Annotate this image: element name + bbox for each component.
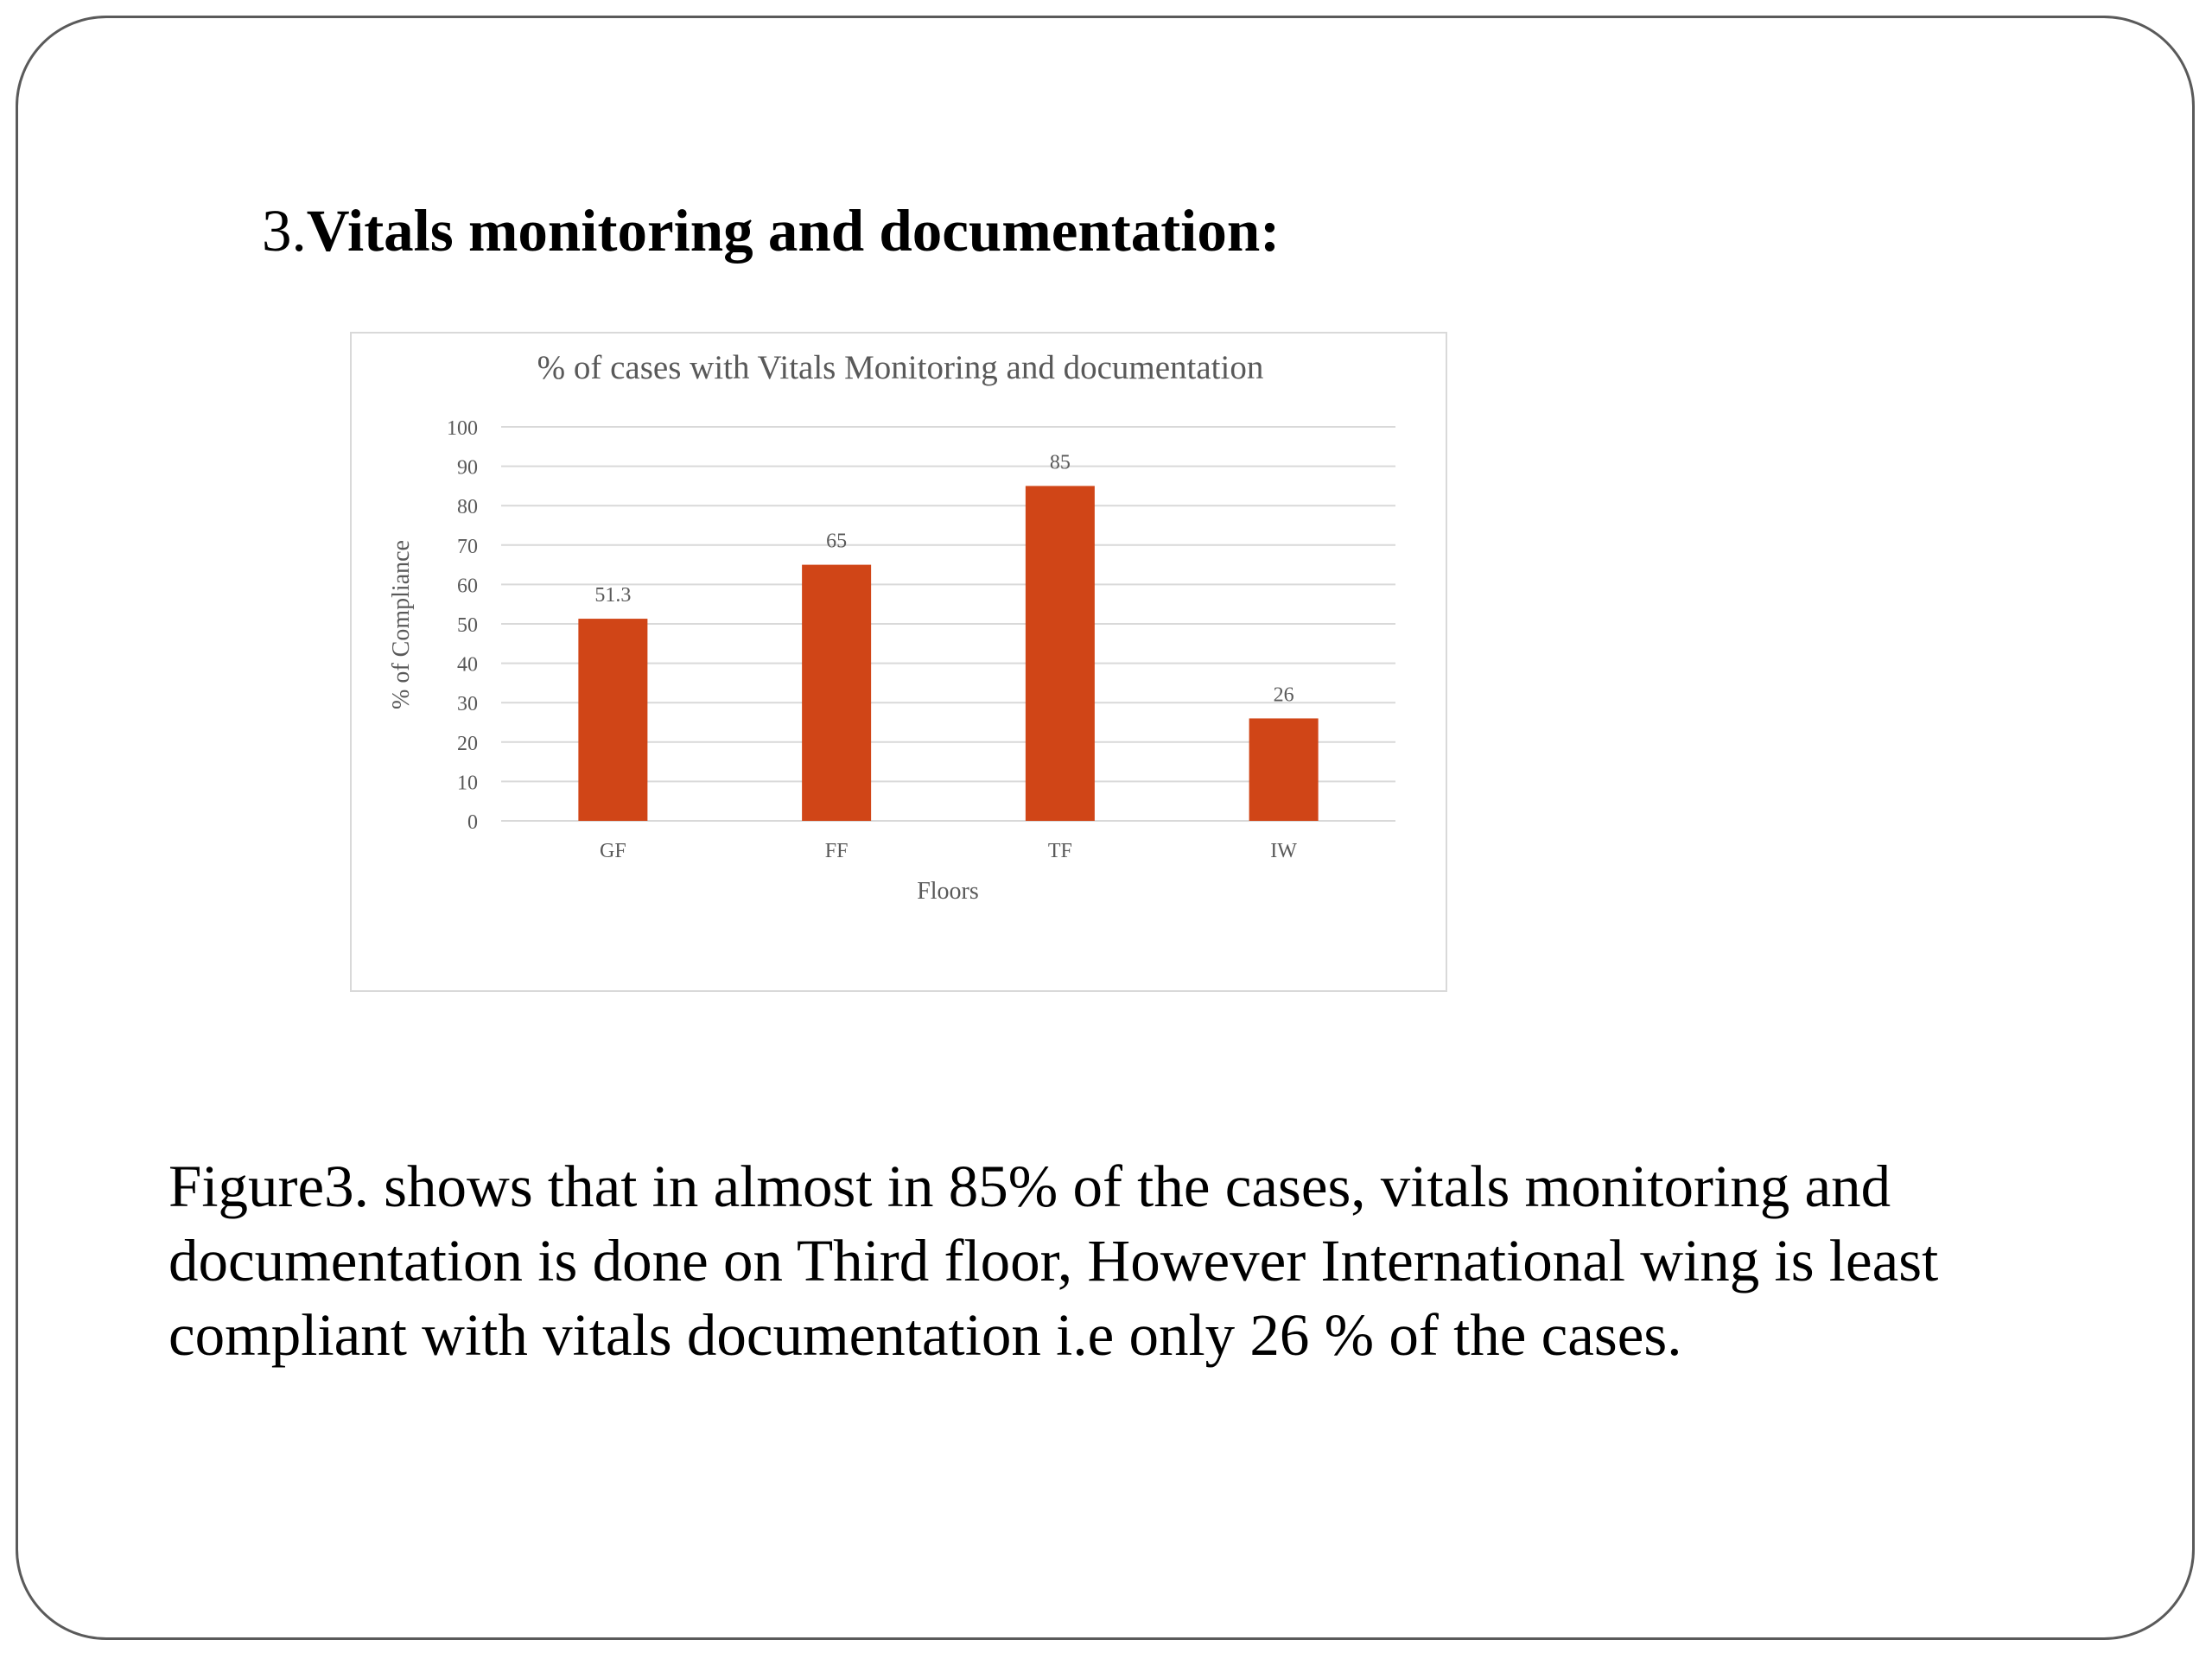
y-tick-label: 100 [447, 417, 478, 440]
bar-chart [352, 334, 1449, 994]
y-tick-label: 50 [457, 614, 478, 637]
bar-tf [1026, 486, 1095, 821]
y-tick-label: 70 [457, 535, 478, 558]
chart-title: % of cases with Vitals Monitoring and documentation [537, 349, 1264, 386]
y-tick-label: 40 [457, 653, 478, 677]
heading-number: 3. [262, 198, 307, 264]
chart-container [350, 332, 1447, 992]
data-label-tf: 85 [1049, 451, 1071, 474]
x-tick-label-iw: IW [1270, 840, 1297, 862]
y-tick-label: 10 [457, 772, 478, 795]
x-axis-title: Floors [917, 878, 979, 905]
x-axis-ticks [600, 840, 1297, 862]
data-labels [594, 451, 1294, 706]
y-tick-label: 20 [457, 732, 478, 755]
data-label-gf: 51.3 [594, 584, 632, 607]
bars [578, 486, 1318, 821]
heading-text: Vitals monitoring and documentation: [306, 198, 1281, 264]
y-axis-ticks [447, 417, 478, 834]
x-tick-label-tf: TF [1047, 840, 1072, 862]
y-tick-label: 90 [457, 456, 478, 480]
figure-caption: Figure3. shows that in almost in 85% of the cases, vitals monitoring and documentation is done on Third floor, However International wing is least compliant with vitals documentation i.e only 26 % of the cases. [168, 1154, 1939, 1368]
bar-ff [802, 565, 871, 821]
y-tick-label: 80 [457, 496, 478, 519]
bar-iw [1249, 718, 1319, 821]
y-tick-label: 60 [457, 575, 478, 598]
bar-gf [578, 619, 647, 821]
y-tick-label: 30 [457, 693, 478, 716]
y-axis-title: % of Compliance [388, 540, 415, 709]
y-tick-label: 0 [467, 811, 478, 834]
data-label-ff: 65 [826, 530, 848, 553]
data-label-iw: 26 [1273, 683, 1294, 707]
x-tick-label-gf: GF [600, 840, 626, 862]
section-heading [262, 195, 1280, 267]
x-tick-label-ff: FF [824, 840, 849, 862]
